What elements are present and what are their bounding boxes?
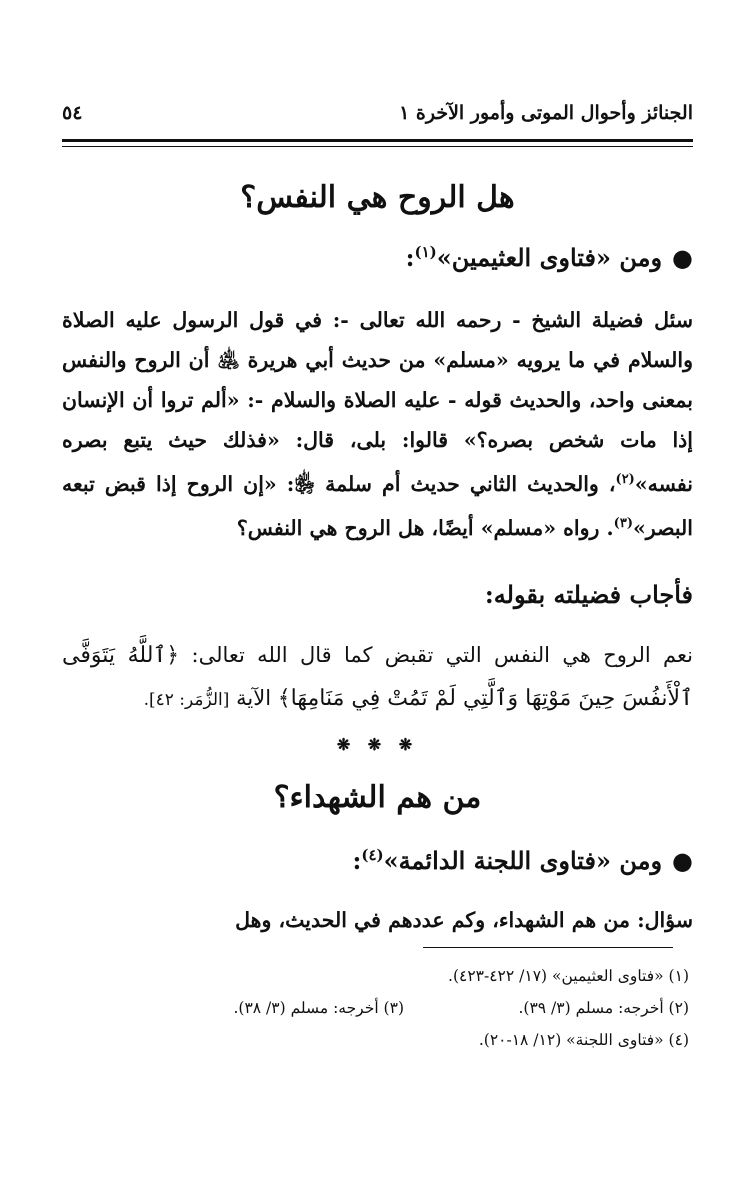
source-colon: : (352, 846, 362, 875)
header-rule-thick (62, 139, 693, 142)
quran-verse: ﴿ٱللَّهُ يَتَوَفَّى ٱلْأَنفُسَ حِينَ مَوْتِهَا وَٱلَّتِي لَمْ تَمُتْ فِي مَنَامِهَا﴾ (62, 643, 693, 711)
footnote-marker: (٢) (615, 472, 635, 487)
page-header (62, 96, 693, 130)
footnote-1-text: (١) «فتاوى العثيمين» (١٧/ ٤٢٢-٤٢٣). (448, 967, 689, 985)
question-text-b: ، والحديث الثاني حديث أم سلمة ﵂: «إن الروح إذا قبض تبعه البصر» (62, 471, 693, 540)
answer-intro: فأجاب فضيلته بقوله: (484, 580, 693, 609)
answer-text: نعم الروح هي النفس التي تقبض كما قال الله تعالى: (191, 643, 693, 667)
footnote-rule (423, 947, 673, 948)
verse-reference: [الزُّمَر: ٤٢]. (143, 690, 230, 710)
footnote-4 (62, 1024, 689, 1056)
question-text-a: سئل فضيلة الشيخ - رحمه الله تعالى -: في قول الرسول عليه الصلاة والسلام في ما يرويه «مسلم» من حديث أبي هريرة ﵁ أن الروح والنفس بمعنى واحد، والحديث قوله - عليه الصلاة والسلام -: «ألم تروا أن الإنسان إذا مات شخص بصره؟» قالوا: بلى، قال: «فذلك حيث يتبع بصره نفسه» (62, 308, 693, 496)
source-name: ومن «فتاوى العثيمين» (436, 243, 663, 272)
footnote-2-3 (62, 992, 689, 1024)
section-separator: ❋ ❋ ❋ (336, 735, 419, 754)
source-line-1 (62, 243, 693, 272)
question-text-c: . رواه «مسلم» أيضًا، هل الروح هي النفس؟ (236, 515, 614, 540)
footnote-2-text: (٢) أخرجه: مسلم (٣/ ٣٩). (518, 999, 689, 1017)
bullet-icon: ● (672, 243, 693, 272)
footnote-1 (62, 960, 689, 992)
answer-paragraph (62, 634, 693, 721)
section-title-2: من هم الشهداء؟ (273, 780, 482, 815)
question-text: سؤال: من هم الشهداء، وكم عددهم في الحديث، وهل (235, 908, 693, 932)
source-line-2 (62, 846, 693, 875)
footnote-4-text: (٤) «فتاوى اللجنة» (١٢/ ١٨-٢٠). (478, 1031, 689, 1049)
question-paragraph-2 (62, 900, 693, 940)
question-paragraph-1 (62, 300, 693, 548)
answer-text-aya: الآية (236, 686, 272, 710)
footnote-marker: (٤) (361, 846, 384, 864)
source-name: ومن «فتاوى اللجنة الدائمة» (383, 846, 663, 875)
header-rule-thin (62, 146, 693, 147)
footnote-marker: (٣) (613, 515, 633, 531)
page-number: ٥٤ (62, 102, 83, 124)
footnote-marker: (١) (414, 243, 437, 261)
running-title: الجنائز وأحوال الموتى وأمور الآخرة ١ (399, 102, 693, 124)
footnote-3-text: (٣) أخرجه: مسلم (٣/ ٣٨). (233, 999, 404, 1017)
source-colon: : (405, 243, 415, 272)
section-title-1: هل الروح هي النفس؟ (240, 180, 515, 215)
bullet-icon: ● (672, 846, 693, 875)
footnotes (62, 960, 689, 1056)
